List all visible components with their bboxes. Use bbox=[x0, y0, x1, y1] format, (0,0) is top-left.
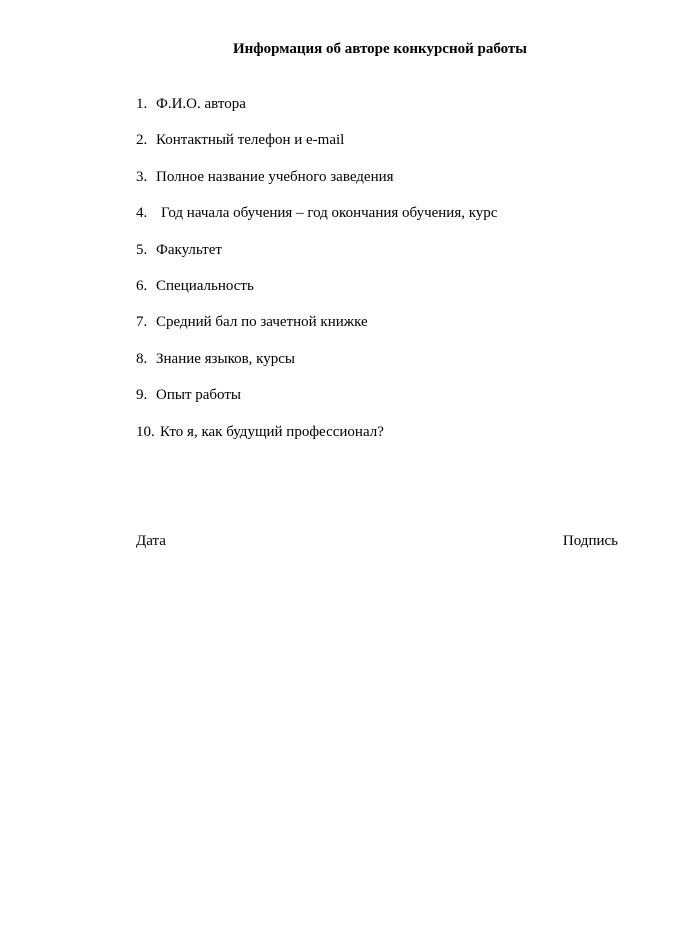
list-item-text: Полное название учебного заведения bbox=[156, 168, 394, 185]
list-item bbox=[136, 350, 497, 386]
list-item bbox=[136, 313, 497, 349]
list-item bbox=[136, 386, 497, 422]
list-item-number: 2. bbox=[136, 132, 148, 149]
list-item-number: 7. bbox=[136, 314, 148, 331]
signature-label: Подпись bbox=[562, 533, 618, 549]
date-label: Дата bbox=[136, 533, 166, 549]
list-item-text: Кто я, как будущий профессионал? bbox=[160, 423, 384, 440]
list-item bbox=[136, 131, 497, 167]
list-item-text: Средний бал по зачетной книжке bbox=[156, 314, 368, 331]
list-item bbox=[136, 204, 497, 240]
list-item bbox=[136, 241, 497, 277]
list-item-number: 4. bbox=[136, 205, 148, 222]
page-title: Информация об авторе конкурсной работы bbox=[232, 41, 528, 57]
list-item-number: 1. bbox=[136, 96, 148, 112]
list-item-number: 5. bbox=[136, 241, 148, 258]
list-item-text: Факультет bbox=[156, 241, 222, 258]
list-item bbox=[136, 168, 497, 204]
list-item-number: 3. bbox=[136, 168, 148, 185]
list-item-text: Год начала обучения – год окончания обучения, курс bbox=[161, 205, 498, 222]
list-item-number: 6. bbox=[136, 277, 148, 294]
list-item bbox=[136, 277, 497, 313]
list-item bbox=[136, 95, 497, 131]
info-list bbox=[136, 95, 497, 459]
list-item-text: Специальность bbox=[156, 277, 254, 294]
list-item-text: Контактный телефон и e-mail bbox=[156, 132, 345, 149]
list-item bbox=[136, 423, 497, 459]
list-item-number: 9. bbox=[136, 387, 148, 404]
list-item-number: 10. bbox=[136, 423, 155, 440]
list-item-text: Ф.И.О. автора bbox=[156, 96, 246, 112]
list-item-number: 8. bbox=[136, 350, 148, 367]
list-item-text: Опыт работы bbox=[156, 387, 241, 404]
list-item-text: Знание языков, курсы bbox=[156, 350, 295, 367]
